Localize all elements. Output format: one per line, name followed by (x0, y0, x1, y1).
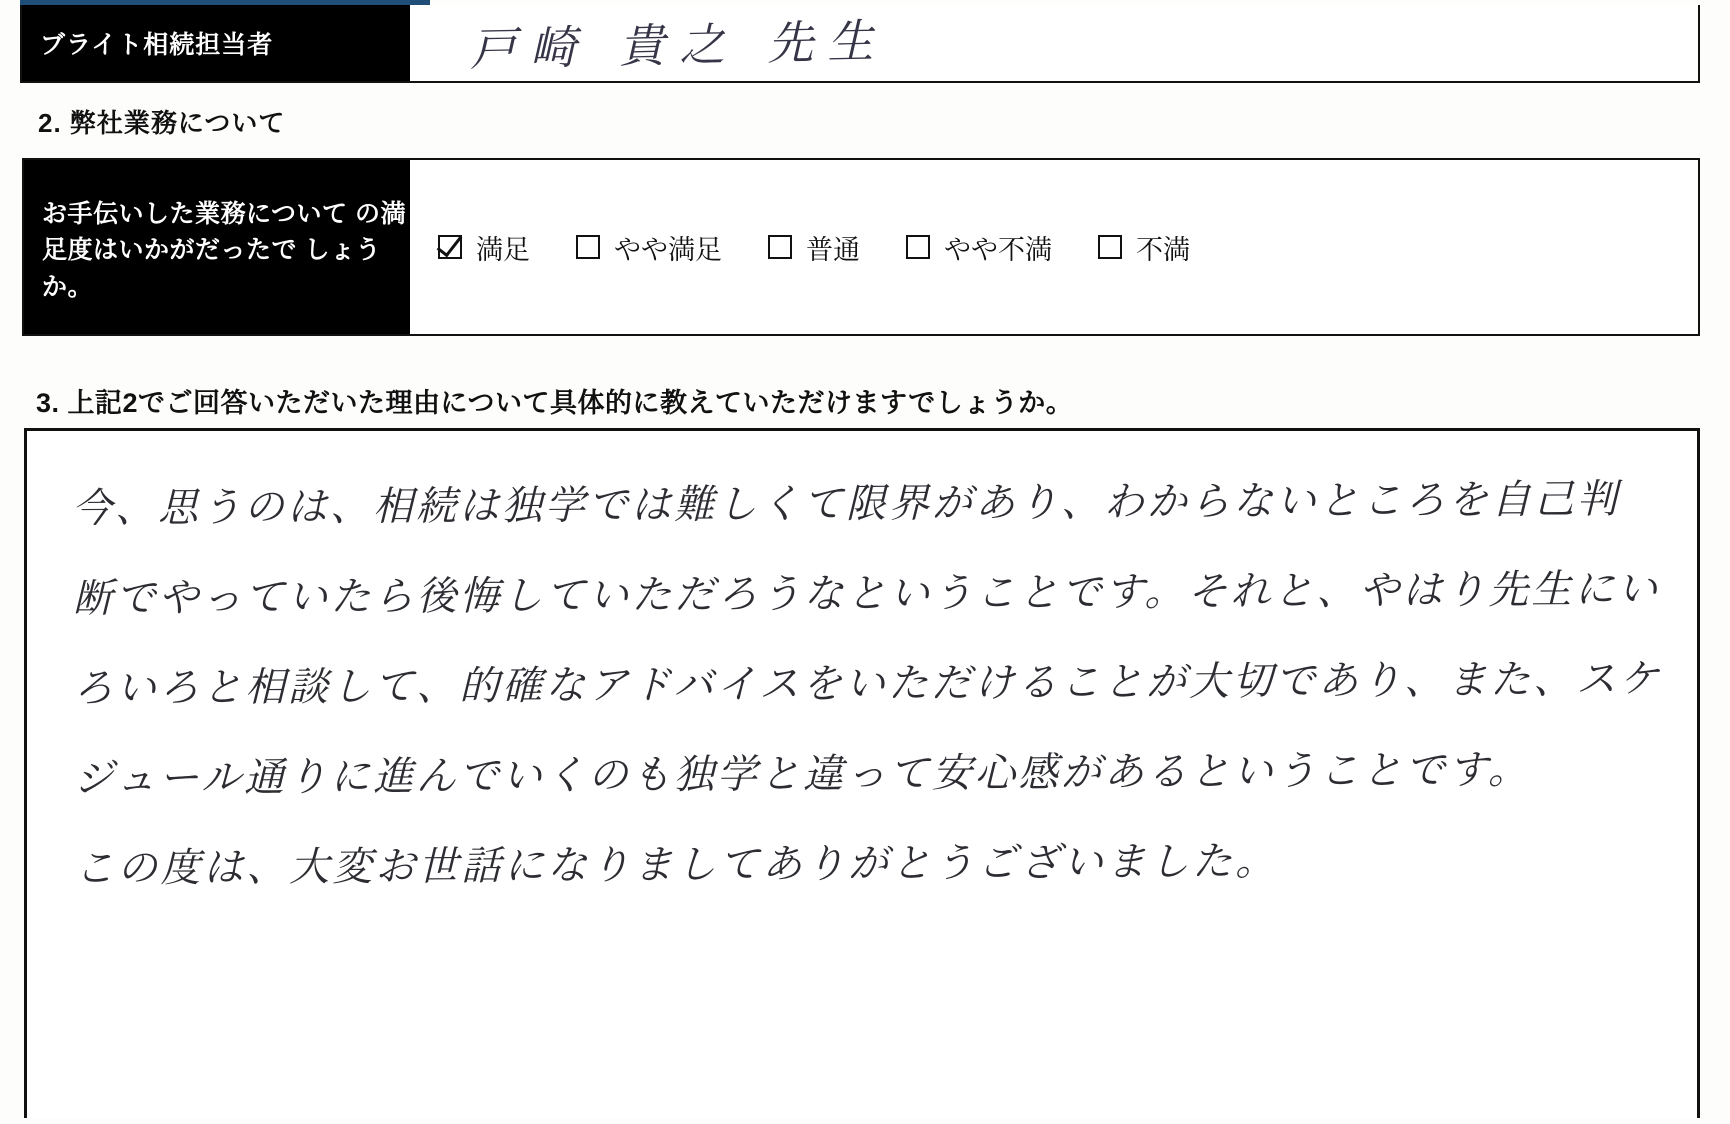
staff-row (20, 5, 1700, 83)
question3-answer-box[interactable] (24, 428, 1700, 1118)
option-label: やや不満 (944, 234, 1052, 265)
option-futsu[interactable] (768, 228, 860, 267)
satisfaction-row (22, 158, 1700, 336)
option-label: やや満足 (614, 234, 722, 265)
option-yaya-fuman[interactable] (906, 228, 1052, 267)
option-label: 満足 (476, 234, 530, 265)
checkbox-icon[interactable] (1098, 235, 1122, 259)
option-fuman[interactable] (1098, 228, 1190, 267)
question3-heading: 3. 上記2でご回答いただいた理由について具体的に教えていただけますでしょうか。 (36, 388, 1074, 418)
staff-value-cell[interactable] (410, 5, 1698, 81)
question2-heading: 2. 弊社業務について (38, 108, 286, 138)
satisfaction-options (410, 160, 1698, 334)
question3-handwritten-answer: 今、思うのは、相続は独学では難しくて限界があり、わからないところを自己判断でやっていたら後悔していただろうなということです。それと、やはり先生にいろいろと相談して、的確なアドバイスをいただけることが大切であり、また、スケジュール通りに進んでいくのも独学と違って安心感があるということです。 この度は、大変お世話になりましてありがとうございました。 (71, 476, 1663, 892)
option-yaya-manzoku[interactable] (576, 228, 722, 267)
option-label: 不満 (1136, 234, 1190, 265)
option-label: 普通 (806, 234, 860, 265)
satisfaction-prompt: お手伝いした業務について の満足度はいかがだったで しょうか。 (24, 160, 410, 334)
staff-label: ブライト相続担当者 (22, 5, 410, 81)
option-manzoku[interactable] (438, 228, 530, 267)
checkbox-icon[interactable] (768, 235, 792, 259)
checkbox-checked-icon[interactable] (438, 235, 462, 259)
staff-handwritten-name: 戸崎 貴之 先生 (469, 13, 888, 77)
checkbox-icon[interactable] (906, 235, 930, 259)
checkbox-icon[interactable] (576, 235, 600, 259)
